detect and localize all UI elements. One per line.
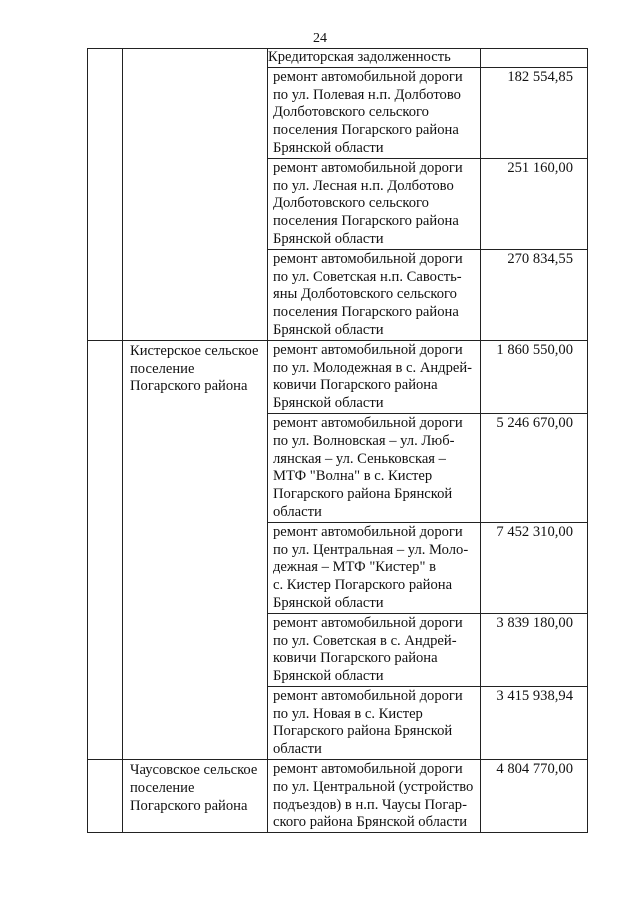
budget-table (87, 48, 588, 833)
amount-cell (481, 613, 588, 686)
work-description-line: Брянской области (273, 594, 384, 611)
description-cell (268, 686, 481, 759)
work-description-line: лянская – ул. Сеньковская – (273, 450, 446, 467)
amount-cell (481, 49, 588, 68)
work-description-line: поселения Погарского района (273, 304, 459, 321)
work-description-line: ковичи Погарского района (273, 650, 438, 667)
amount-value: 3 415 938,94 (496, 687, 573, 704)
amount-value: 5 246 670,00 (496, 414, 573, 431)
description-cell (268, 522, 481, 613)
table-body (88, 49, 588, 833)
work-description-line: ремонт автомобильной дороги (273, 68, 463, 85)
work-description-line: Брянской области (273, 321, 384, 338)
work-description-line: по ул. Волновская – ул. Люб- (273, 432, 455, 449)
work-description (268, 760, 480, 832)
work-description-line: ского района Брянской области (273, 814, 468, 831)
page-number: 24 (313, 31, 327, 46)
description-cell (268, 67, 481, 158)
description-cell (268, 613, 481, 686)
work-description (268, 341, 480, 413)
index-cell (88, 49, 123, 341)
index-cell (88, 340, 123, 759)
work-description-line: Брянской области (273, 139, 384, 156)
section-label: Кредиторская задолженность (268, 49, 481, 68)
work-description-line: ремонт автомобильной дороги (273, 761, 463, 778)
organization-cell (123, 49, 268, 341)
work-description-line: ремонт автомобильной дороги (273, 414, 463, 431)
work-description-line: по ул. Полевая н.п. Долботово (273, 86, 461, 103)
organization-name-line: поселение (130, 779, 195, 796)
work-description-line: Брянской области (273, 395, 384, 412)
work-description-line: области (273, 741, 322, 758)
organization-name-line: поселение (130, 360, 195, 377)
organization-cell (123, 340, 268, 759)
amount-value: 270 834,55 (507, 250, 573, 267)
description-cell (268, 413, 481, 522)
work-description (268, 523, 480, 613)
amount-value: 251 160,00 (507, 159, 573, 176)
index-cell (88, 760, 123, 833)
amount-cell (481, 522, 588, 613)
organization-name (123, 341, 267, 396)
amount-cell (481, 760, 588, 833)
organization-name-line: Погарского района (130, 378, 248, 395)
work-description-line: ремонт автомобильной дороги (273, 687, 463, 704)
work-description-line: Погарского района Брянской (273, 486, 453, 503)
work-description-line: с. Кистер Погарского района (273, 577, 453, 594)
work-description-line: ремонт автомобильной дороги (273, 250, 463, 267)
amount-value: 3 839 180,00 (496, 614, 573, 631)
table-row (88, 340, 588, 413)
work-description-line: по ул. Советская н.п. Савость- (273, 268, 462, 285)
work-description-line: ремонт автомобильной дороги (273, 614, 463, 631)
amount-value: 4 804 770,00 (496, 761, 573, 778)
work-description-line: Долботовского сельского (273, 195, 429, 212)
work-description (268, 687, 480, 759)
work-description-line: по ул. Центральная – ул. Моло- (273, 541, 469, 558)
continuation-row (88, 49, 588, 68)
organization-name-line: Чаусовское сельское (130, 762, 258, 779)
work-description-line: МТФ "Волна" в с. Кистер (273, 468, 433, 485)
amount-cell (481, 413, 588, 522)
amount-value: 7 452 310,00 (496, 523, 573, 540)
work-description-line: по ул. Советская в с. Андрей- (273, 632, 457, 649)
amount-cell (481, 340, 588, 413)
amount-cell (481, 67, 588, 158)
amount-value: 1 860 550,00 (496, 341, 573, 358)
work-description-line: подъездов) в н.п. Чаусы Погар- (273, 796, 467, 813)
work-description-line: дежная – МТФ "Кистер" в (273, 559, 436, 576)
work-description-line: области (273, 503, 322, 520)
description-cell (268, 249, 481, 340)
work-description-line: ремонт автомобильной дороги (273, 341, 463, 358)
amount-value: 182 554,85 (507, 68, 573, 85)
work-description-line: ремонт автомобильной дороги (273, 159, 463, 176)
description-cell (268, 158, 481, 249)
work-description-line: Долботовского сельского (273, 104, 429, 121)
work-description (268, 159, 480, 249)
description-cell (268, 760, 481, 833)
work-description-line: по ул. Новая в с. Кистер (273, 705, 423, 722)
work-description-line: по ул. Молодежная в с. Андрей- (273, 359, 473, 376)
work-description-line: Погарского района Брянской (273, 723, 453, 740)
work-description-line: поселения Погарского района (273, 213, 459, 230)
work-description-line: Брянской области (273, 230, 384, 247)
amount-cell (481, 686, 588, 759)
organization-cell (123, 760, 268, 833)
amount-cell (481, 249, 588, 340)
work-description (268, 614, 480, 686)
table-row (88, 760, 588, 833)
work-description-line: по ул. Лесная н.п. Долботово (273, 177, 454, 194)
work-description-line: по ул. Центральной (устройство (273, 778, 474, 795)
organization-name-line: Погарского района (130, 797, 248, 814)
work-description-line: поселения Погарского района (273, 122, 459, 139)
work-description-line: яны Долботовского сельского (273, 286, 457, 303)
work-description (268, 250, 480, 340)
organization-name-line: Кистерское сельское (130, 342, 259, 359)
work-description-line: ковичи Погарского района (273, 377, 438, 394)
work-description (268, 68, 480, 158)
work-description-line: Брянской области (273, 668, 384, 685)
description-cell (268, 340, 481, 413)
organization-name (123, 760, 267, 815)
work-description (268, 414, 480, 522)
amount-cell (481, 158, 588, 249)
work-description-line: ремонт автомобильной дороги (273, 523, 463, 540)
